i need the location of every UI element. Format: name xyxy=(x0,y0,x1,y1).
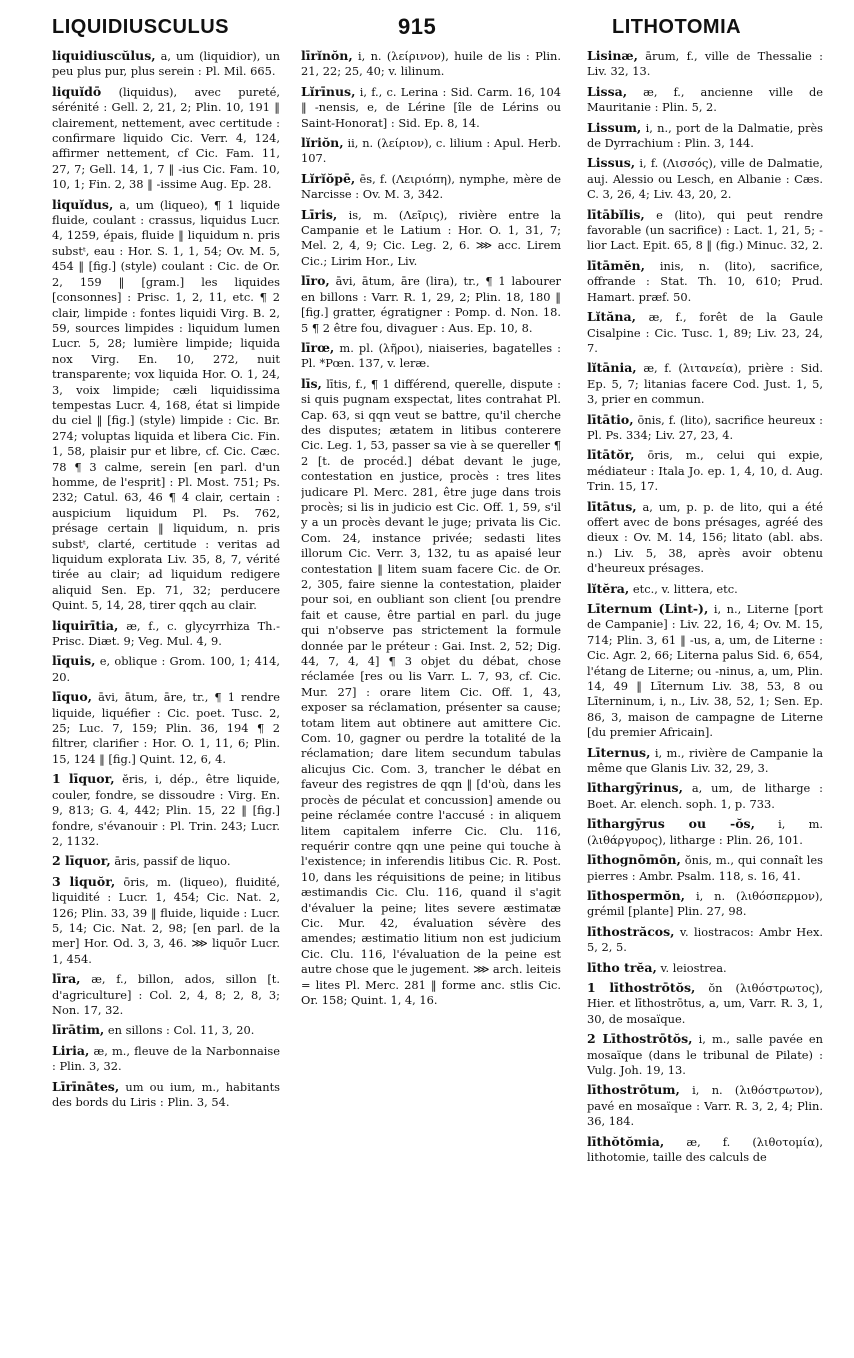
dictionary-entry xyxy=(52,84,280,193)
entry-definition: i, m. (λιθάργυρος), litharge : Plin. 26, 101. xyxy=(587,817,823,847)
entry-definition: i, f., c. Lerina : Sid. Carm. 16, 104 ‖ -nensis, e, de Lérine [île de Lérins ou Saint-Honorat] : Sid. Ep. 8, 14. xyxy=(301,84,561,130)
entry-definition: ii, n. (λείριον), c. lilium : Apul. Herb. 107. xyxy=(301,136,561,166)
entry-headword: Lissa, xyxy=(587,83,628,99)
entry-definition: āvi, ātum, āre (lira), tr., ¶ 1 labourer en billons : Varr. R. 1, 29, 2; Plin. 18, 180 ‖ [fig.] gratter, égratigner : Pomp. d. Non. 18. 5 ¶ 2 être fou, divaguer : Aus. Ep. 10, 8. xyxy=(301,274,561,335)
dictionary-entry xyxy=(52,1022,280,1038)
dictionary-entry xyxy=(587,852,823,884)
dictionary-entry xyxy=(301,48,561,80)
entry-headword: Lissum, xyxy=(587,119,642,135)
entry-definition: v. leiostrea. xyxy=(660,960,727,975)
page-number: 915 xyxy=(398,14,437,39)
entry-definition: a, um, p. p. de lito, qui a été offert avec de bons présages, agréé des dieux : Ov. M. 14, 156; litato (abl. abs. n.) Liv. 5, 38, après avoir obtenu d'heureux présages. xyxy=(587,499,823,576)
dictionary-entry xyxy=(587,1082,823,1129)
entry-definition: v. liostracos: Ambr Hex. 5, 2, 5. xyxy=(587,924,823,955)
dictionary-entry xyxy=(52,874,280,967)
dictionary-entry xyxy=(301,273,561,336)
dictionary-entry xyxy=(587,360,823,407)
dictionary-entry xyxy=(52,1043,280,1075)
entry-definition: æ, f., billon, ados, sillon [t. d'agriculture] : Col. 2, 4, 8; 2, 8, 3; Non. 17, 32. xyxy=(52,972,280,1017)
entry-headword: 1 līthostrōtŏs, xyxy=(587,979,696,995)
entry-definition: lītis, f., ¶ 1 différend, querelle, dispute : si quis pugnam exspectat, lites contrahat Pl. Cap. 63, si qqn veut se battre, qu'il cherche des disputes; ætatem in litibus conterere Cic. Leg. 1, 53, passer sa vie à se quereller ¶ 2 [t. de procéd.] débat devant le juge, contestation en justice, procès : tres lites judicare Pl. Merc. 281, être juge dans trois procès; si lis in judicio est Cic. Off. 1, 59, s'il y a un procès devant le juge; privata lis Cic. Com. 24, instance privée; sedasti lites illorum Cic. Verr. 3, 132, tu as apaisé leur contestation ‖ litem suam facere Cic. de Or. 2, 305, faire sienne la contestation, plaider pour soi, en oubliant son client [ou prendre fait et cause, être partial en parl. du juge qui n'observe pas strictement la formule donnée par le préteur : Gai. Inst. 2, 52; Dig. 44, 7, 4, 4] ¶ 3 objet du débat, chose réclamée [res ou lis Varr. L. 7, 93, cf. Cic. Mur. 27] : orare litem Cic. Off. 1, 43, exposer sa réclamation, présenter sa cause; totam litem aut obtinere aut amittere Cic. Com. 10, gagner ou perdre la totalité de la réclamation; dare litem secundum tabulas alicujus Cic. Com. 3, trancher le débat en faveur des registres de qqn ‖ [d'où, dans les procès de péculat et concussion] amende ou peine réclamée contre l'accusé : in aliquem litem capitalem inferre Cic. Clu. 116, requérir contre qqn une peine qui touche à l'existence; in inferendis litibus Cic. R. Post. 10, dans les réquisitions de peine; in litibus æstimandis Cic. Clu. 116, quand il s'agit d'évaluer la peine; lites severe æstimatæ Cic. Mur. 42, évaluation sévère des amendes; æstimatio litium non est judicium Cic. Clu. 116, l'évaluation de la peine est autre chose que le jugement. ⋙ arch. leiteis = lites Pl. Merc. 281 ‖ forme anc. stlis Cic. Or. 158; Quint. 1, 4, 16. xyxy=(301,376,561,1007)
dictionary-entry xyxy=(52,689,280,767)
entry-definition: i, m., rivière de Campanie la même que Glanis Liv. 32, 29, 3. xyxy=(587,745,823,776)
entry-headword: līthostrōtum, xyxy=(587,1082,680,1098)
entry-headword: Lĭrĭŏpē, xyxy=(301,170,356,186)
dictionary-entry xyxy=(587,1134,823,1166)
entry-headword: līthospermŏn, xyxy=(587,887,686,903)
page-header xyxy=(0,8,854,40)
dictionary-entry xyxy=(52,771,280,849)
entry-definition: æ, f., ancienne ville de Mauritanie : Plin. 5, 2. xyxy=(587,84,823,115)
dictionary-entry xyxy=(587,499,823,577)
entry-headword: lītho trĕa, xyxy=(587,959,657,975)
entry-headword: līquo, xyxy=(52,689,93,705)
dictionary-entry xyxy=(587,780,823,812)
entry-definition: æ, f., c. glycyrrhiza Th.-Prisc. Diæt. 9; Veg. Mul. 4, 9. xyxy=(52,618,280,649)
dictionary-entry xyxy=(301,135,561,167)
dictionary-entry xyxy=(587,258,823,305)
entry-definition: æ, f., forêt de la Gaule Cisalpine : Cic. Tusc. 1, 89; Liv. 23, 24, 7. xyxy=(587,310,823,355)
entry-headword: lītātus, xyxy=(587,498,637,514)
entry-definition: ōris, m. (liqueo), fluidité, liquidité : Lucr. 1, 454; Cic. Nat. 2, 126; Plin. 33, 39 ‖ fluide, liquide : Lucr. 5, 14; Cic. Nat. 2, 98; [en parl. de la mer] Hor. Od. 3, 3, 46. ⋙ liquōr Lucr. 1, 454. xyxy=(52,874,280,966)
entry-headword: Līternus, xyxy=(587,744,651,760)
entry-definition: a, um (liqueo), ¶ 1 liquide fluide, coulant : crassus, liquidus Lucr. 4, 1259, épais, fluide ‖ liquidum n. pris substᵗ, eau : Hor. S. 1, 1, 54; Ov. M. 5, 454 ‖ [fig.] (style) coulant : Cic. de Or. 2, 159 ‖ [gram.] les liquides [consonnes] : Prisc. 1, 2, 11, etc. ¶ 2 clair, limpide : fontes liquidi Virg. B. 2, 59, sources limpides : liquidum lumen Lucr. 5, 28; lumière limpide; liquida nox Virg. En. 10, 272, nuit transparente; vox liquida Hor. O. 1, 24, 3, voix limpide; cæli liquidissima tempestas Lucr. 4, 168, état si limpide du ciel ‖ [fig.] (style) limpide : Cic. Br. 274; voluptas liquida et libera Cic. Fin. 1, 58, plaisir pur et libre, cf. Cic. Cæc. 78 ¶ 3 calme, serein [en parl. d'un homme, de l'esprit] : Pl. Most. 751; Ps. 232; Catul. 63, 46 ¶ 4 clair, certain : auspicium liquidum Pl. Ps. 762, présage certain ‖ liquidum, n. pris substᵗ, clarté, certitude : veritas ad liquidum explorata Liv. 35, 8, 7, vérité tirée au clair; ad liquidum redigere aliquid Sen. Ep. 71, 32; perducere Quint. 5, 14, 28, tirer qqch au clair. xyxy=(52,197,280,613)
dictionary-entry xyxy=(52,48,280,80)
column-left xyxy=(52,48,280,1354)
entry-definition: ŏn (λιθόστρωτος), Hier. et līthostrōtus, a, um, Varr. R. 3, 1, 30, de mosaïque. xyxy=(587,980,823,1026)
dictionary-entry xyxy=(301,171,561,203)
dictionary-entry xyxy=(587,960,823,976)
dictionary-entry xyxy=(52,853,280,869)
entry-headword: lītābĭlis, xyxy=(587,206,645,222)
dictionary-entry xyxy=(587,816,823,848)
dictionary-entry xyxy=(52,653,280,685)
entry-headword: Lissus, xyxy=(587,155,636,171)
entry-definition: e, oblique : Grom. 100, 1; 414, 20. xyxy=(52,654,280,684)
entry-definition: etc., v. littera, etc. xyxy=(632,581,738,596)
entry-headword: liquidiuscŭlus, xyxy=(52,48,156,63)
entry-definition: āris, passif de liquo. xyxy=(114,854,231,869)
dictionary-entry xyxy=(301,207,561,270)
entry-headword: līs, xyxy=(301,375,322,391)
dictionary-entry xyxy=(587,84,823,116)
entry-definition: i, n. (λείρινον), huile de lis : Plin. 21, 22; 25, 40; v. lilinum. xyxy=(301,49,561,79)
entry-headword: liquĭdō xyxy=(52,83,102,99)
dictionary-entry xyxy=(587,120,823,152)
entry-headword: līquis, xyxy=(52,653,96,669)
entry-headword: Līrīnātes, xyxy=(52,1078,120,1094)
entry-headword: līrœ, xyxy=(301,339,335,355)
entry-definition: m. pl. (λῆροι), niaiseries, bagatelles : Pl. *Pœn. 137, v. leræ. xyxy=(301,340,561,371)
dictionary-entry xyxy=(587,309,823,356)
entry-definition: a, um, de litharge : Boet. Ar. elench. soph. 1, p. 733. xyxy=(587,781,823,811)
entry-headword: lītāmĕn, xyxy=(587,257,645,273)
dictionary-entry xyxy=(587,412,823,444)
entry-definition: i, n. (λιθόστρωτον), pavé en mosaïque : Varr. R. 3, 2, 4; Plin. 36, 184. xyxy=(587,1083,823,1129)
entry-definition: ōris, m., celui qui expie, médiateur : Itala Jo. ep. 1, 4, 10, d. Aug. Trin. 15, 17. xyxy=(587,448,823,494)
entry-definition: i, n., port de la Dalmatie, près de Dyrrachium : Plin. 3, 144. xyxy=(587,120,823,151)
entry-definition: inis, n. (lito), sacrifice, offrande : Stat. Th. 10, 610; Prud. Hamart. præf. 50. xyxy=(587,258,823,304)
entry-headword: Līternum (Lint-), xyxy=(587,601,709,616)
entry-definition: āvi, ātum, āre, tr., ¶ 1 rendre liquide, liquéfier : Cic. poet. Tusc. 2, 25; Luc. 7, 159; Plin. 36, 194 ¶ 2 filtrer, clarifier : Hor. O. 1, 11, 6; Plin. 15, 124 ‖ [fig.] Quint. 12, 6, 4. xyxy=(52,690,280,766)
dictionary-entry xyxy=(587,888,823,920)
entry-definition: um ou ium, m., habitants des bords du Liris : Plin. 3, 54. xyxy=(52,1079,280,1109)
entry-definition: en sillons : Col. 11, 3, 20. xyxy=(107,1023,255,1038)
dictionary-entry xyxy=(587,745,823,777)
dictionary-entry xyxy=(52,1079,280,1111)
dictionary-entry xyxy=(52,197,280,614)
entry-headword: līthostrăcos, xyxy=(587,923,675,939)
entry-headword: Liria, xyxy=(52,1042,90,1058)
entry-definition: i, m., salle pavée en mosaïque (dans le tribunal de Pilate) : Vulg. Joh. 19, 13. xyxy=(587,1032,823,1077)
entry-definition: æ, m., fleuve de la Narbonnaise : Plin. 3, 32. xyxy=(52,1043,280,1074)
entry-headword: līthargȳrinus, xyxy=(587,780,683,796)
column-right xyxy=(587,48,823,1354)
entry-headword: liquirītia, xyxy=(52,617,119,633)
entry-headword: lītātŏr, xyxy=(587,447,635,463)
entry-definition: a, um (liquidior), un peu plus pur, plus serein : Pl. Mil. 665. xyxy=(52,49,280,79)
entry-headword: 2 Līthostrōtŏs, xyxy=(587,1031,693,1047)
entry-headword: Līris, xyxy=(301,206,338,222)
column-middle xyxy=(301,48,561,1354)
entry-headword: lĭtĕra, xyxy=(587,580,630,596)
entry-definition: e (lito), qui peut rendre favorable (un sacrifice) : Lact. 1, 21, 5; -lior Lact. Epit. 65, 8 ‖ (fig.) Minuc. 32, 2. xyxy=(587,207,823,253)
entry-definition: ĕris, i, dép., être liquide, couler, fondre, se dissoudre : Virg. En. 9, 813; G. 4, 442; Plin. 15, 22 ‖ [fig.] fondre, s'évanouir : Pl. Trin. 243; Lucr. 2, 1132. xyxy=(52,772,280,848)
header-first-entry: LIQUIDIUSCULUS xyxy=(52,16,229,38)
entry-headword: Lisinæ, xyxy=(587,48,638,63)
dictionary-entry xyxy=(587,207,823,254)
dictionary-entry xyxy=(587,924,823,956)
entry-definition: is, m. (Λεῖρις), rivière entre la Campanie et le Latium : Hor. O. 1, 31, 7; Mel. 2, 4, 9; Cic. Leg. 2, 6. ⋙ acc. Lirem Cic.; Lirim Hor., Liv. xyxy=(301,207,561,268)
entry-definition: i, n., Literne [port de Campanie] : Liv. 22, 16, 4; Ov. M. 15, 714; Plin. 3, 61 ‖ -us, a, um, de Literne : Cic. Agr. 2, 66; Literna palus Sid. 6, 654, l'étang de Literne; ou -ninus, a, um, Plin. 14, 49 ‖ Līternum Liv. 38, 53, 8 ou Līterninum, i, n., Liv. 38, 52, 1; Sen. Ep. 86, 3, maison de campagne de Literne [du premier Africain]. xyxy=(587,602,823,740)
entry-headword: 3 liquŏr, xyxy=(52,873,116,889)
entry-headword: 2 līquor, xyxy=(52,853,111,869)
entry-definition: ŏnis, m., qui connaît les pierres : Ambr. Psalm. 118, s. 16, 41. xyxy=(587,853,823,883)
entry-headword: 1 līquor, xyxy=(52,771,115,787)
entry-definition: æ, f. (λιτανεία), prière : Sid. Ep. 5, 7; litanias facere Cod. Just. 1, 5, 3, prier en commun. xyxy=(587,361,823,407)
entry-headword: Lĭrīnus, xyxy=(301,83,356,99)
dictionary-entry xyxy=(587,155,823,202)
dictionary-entry xyxy=(587,601,823,741)
header-last-entry: LITHOTOMIA xyxy=(612,16,742,38)
entry-headword: lĭriŏn, xyxy=(301,135,344,151)
dictionary-entry xyxy=(52,618,280,650)
dictionary-entry xyxy=(301,376,561,1009)
entry-headword: liquĭdus, xyxy=(52,196,114,212)
entry-headword: līrĭnŏn, xyxy=(301,48,353,63)
dictionary-entry xyxy=(587,980,823,1027)
dictionary-entry xyxy=(587,581,823,597)
entry-definition: ōnis, f. (lito), sacrifice heureux : Pl. Ps. 334; Liv. 27, 23, 4. xyxy=(587,412,823,442)
entry-headword: lītātio, xyxy=(587,411,634,427)
dictionary-entry xyxy=(52,971,280,1018)
entry-headword: līrātim, xyxy=(52,1022,105,1038)
entry-headword: lĭtānia, xyxy=(587,360,637,376)
entry-definition: æ, f. (λιθοτομία), lithotomie, taille des calculs de xyxy=(587,1134,823,1164)
dictionary-entry xyxy=(301,84,561,131)
entry-headword: līro, xyxy=(301,273,330,289)
entry-headword: līthognōmōn, xyxy=(587,852,681,868)
dictionary-entry xyxy=(587,447,823,494)
entry-definition: ārum, f., ville de Thessalie : Liv. 32, 13. xyxy=(587,49,823,79)
entry-headword: līra, xyxy=(52,971,81,987)
entry-definition: i, n. (λιθόσπερμον), grémil [plante] Plin. 27, 98. xyxy=(587,888,823,919)
dictionary-entry xyxy=(587,48,823,80)
entry-definition: ēs, f. (Λειριόπη), nymphe, mère de Narcisse : Ov. M. 3, 342. xyxy=(301,171,561,202)
entry-definition: (liquidus), avec pureté, sérénité : Gell. 2, 21, 2; Plin. 10, 191 ‖ clairement, nettement, avec certitude : confirmare liquido Cic. Verr. 4, 124, affirmer nettement, cf Cic. Fam. 11, 27, 7; Gell. 14, 1, 7 ‖ -ius Cic. Fam. 10, 10, 1; Fin. 2, 38 ‖ -issime Aug. Ep. 28. xyxy=(52,84,280,192)
entry-headword: Lĭtăna, xyxy=(587,309,636,325)
entry-definition: i, f. (Λισσός), ville de Dalmatie, auj. Alessio ou Lesch, en Albanie : Cæs. C. 3, 26, 4; Liv. 43, 20, 2. xyxy=(587,156,823,202)
dictionary-entry xyxy=(587,1031,823,1078)
entry-headword: līthŏtŏmia, xyxy=(587,1133,665,1149)
dictionary-entry xyxy=(301,340,561,372)
entry-headword: līthargȳrus ou -ŏs, xyxy=(587,816,755,832)
